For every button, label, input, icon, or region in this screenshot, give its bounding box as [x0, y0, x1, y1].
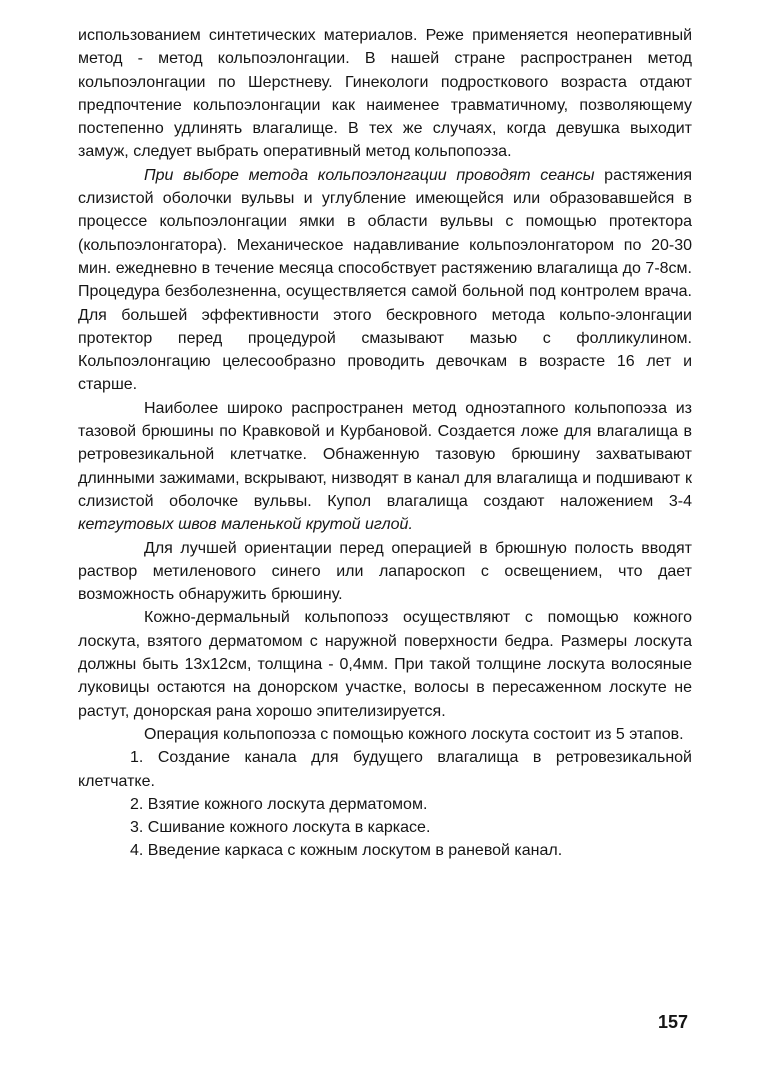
list-item-3: 3. Сшивание кожного лоскута в каркасе. — [130, 819, 431, 837]
paragraph-3 — [78, 397, 692, 537]
paragraph-2-italic: При выборе метода кольпоэлонгации проводят сеансы — [144, 166, 595, 184]
list-item-4: 4. Введение каркаса с кожным лоскутом в раневой канал. — [130, 842, 563, 860]
paragraph-5: Кожно-дермальный кольпопоэз осуществляют с помощью кожного лоскута, взятого дерматомом с наружной поверхности бедра. Размеры лоскута должны быть 13х12см, толщина - 0,4мм. При такой толщине лоскута волосяные луковицы остаются на донорском участке, волосы в пересаженном лоскуте не растут, донорская рана хорошо эпителизируется. — [78, 609, 692, 720]
list-item-1: 1. Создание канала для будущего влагалища в ретровезикальной клетчатке. — [78, 749, 692, 790]
paragraph-6: Операция кольпопоэза с помощью кожного лоскута состоит из 5 этапов. — [144, 725, 684, 743]
page-body — [78, 24, 692, 863]
list-item-2: 2. Взятие кожного лоскута дерматомом. — [130, 795, 428, 813]
paragraph-1: использованием синтетических материалов. Реже применяется неоперативный метод - метод кольпоэлонгации. В нашей стране распространен метод кольпоэлонгации по Шерстневу. Гинекологи подросткового возраста отдают предпочтение кольпоэлонгации как наименее травматичному, позволяющему постепенно удлинять влагалище. В тех же случаях, когда девушка выходит замуж, следует выбрать оперативный метод кольпопоэза. — [78, 27, 692, 161]
paragraph-3-italic: кетгутовых швов маленькой крутой иглой. — [78, 516, 413, 534]
paragraph-4: Для лучшей ориентации перед операцией в брюшную полость вводят раствор метиленового синего или лапароскоп с освещением, что дает возможность обнаружить брюшину. — [78, 539, 692, 604]
page-number: 157 — [657, 1012, 688, 1032]
paragraph-2 — [78, 164, 692, 397]
paragraph-2-text: растяжения слизистой оболочки вульвы и углубление имеющейся или образовавшейся в процессе кольпоэлонгации ямки в области вульвы с помощью протектора (кольпоэлонгатора). Механическое надавливание кольпоэлонгатором по 20-30 мин. ежедневно в течение месяца способствует растяжению влагалища до 7-8см. Процедура безболезненна, осуществляется самой больной под контролем врача. Для большей эффективности этого бескровного метода кольпо-элонгации протектор перед процедурой смазывают мазью с фолликулином. Кольпоэлонгацию целесообразно проводить девочкам в возрасте 16 лет и старше. — [78, 166, 692, 394]
paragraph-3-text: Наиболее широко распространен метод одноэтапного кольпопоэза из тазовой брюшины по Кравковой и Курбановой. Создается ложе для влагалища в ретровезикальной клетчатке. Обнаженную тазовую брюшину захватывают длинными зажимами, вскрывают, низводят в канал для влагалища и подшивают к слизистой оболочке вульвы. Купол влагалища создают наложением 3-4 — [78, 399, 692, 510]
